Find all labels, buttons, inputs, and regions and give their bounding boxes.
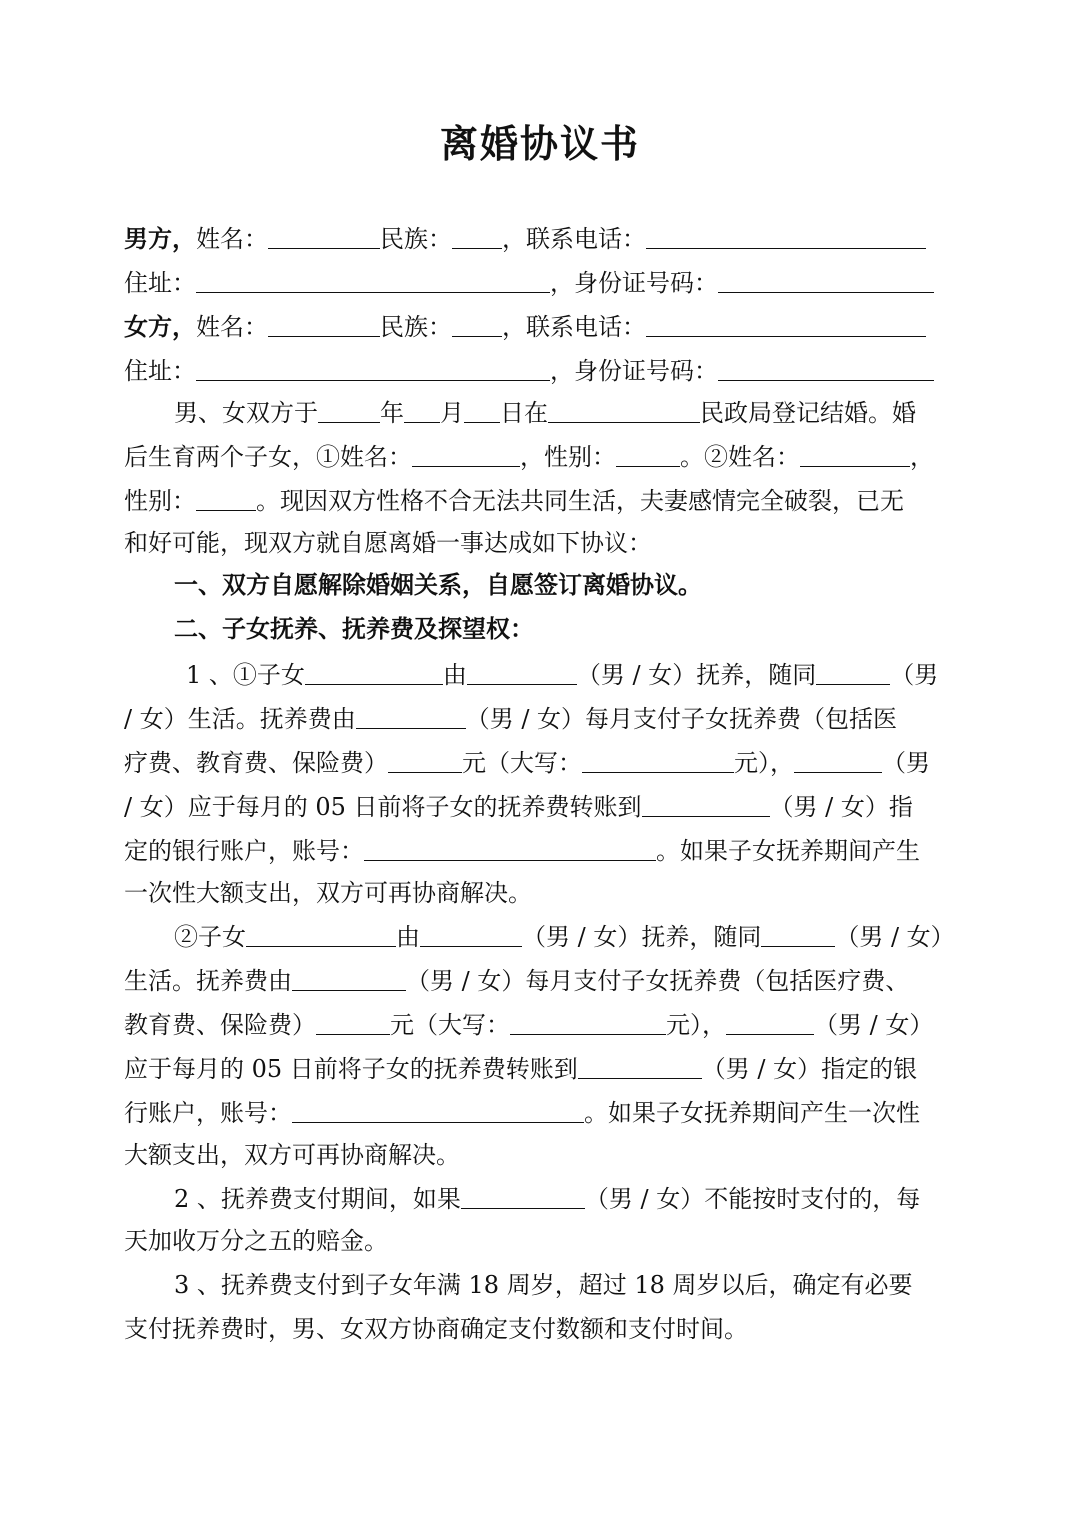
text-segment: 男方， [124,224,196,253]
text-segment: 住址： [124,269,196,297]
text-segment: 民族： [380,225,452,253]
text-segment: 天加收万分之五的赔金。 [124,1227,388,1255]
text-segment: 应于每月的 05 日前将子女的抚养费转账到 [124,1055,578,1083]
text-segment: / 女）应于每月的 05 日前将子女的抚养费转账到 [124,793,642,821]
fill-in-blank [318,398,380,423]
fill-in-blank [412,442,520,467]
fill-in-blank [316,1010,390,1035]
child-2-line-6 [124,1140,460,1170]
child-2-line-2 [124,964,909,996]
fill-in-blank [196,356,550,381]
text-segment: 元）， [734,749,794,777]
fill-in-blank [510,1010,666,1035]
text-segment: 定的银行账户，账号： [124,837,364,865]
text-segment: 二、子女抚养、抚养费及探望权： [174,614,534,643]
fill-in-blank [816,660,890,685]
fill-in-blank [404,398,440,423]
child-2-line-4 [124,1052,917,1084]
item-2-line-1 [174,1182,920,1214]
text-segment: 元（大写： [462,749,582,777]
fill-in-blank [268,224,380,249]
text-segment: 元）， [666,1011,726,1039]
text-segment: 男、女双方于 [174,399,318,427]
child-2-line-5 [124,1096,920,1128]
text-segment: 月 [440,399,464,427]
fill-in-blank [356,704,466,729]
document-title: 离婚协议书 [439,121,640,166]
text-segment: 姓名： [196,225,268,253]
text-segment: 。②姓名： [680,443,800,471]
fill-in-blank [800,442,910,467]
text-segment: 1 、①子女 [186,661,305,689]
text-segment: 姓名： [196,313,268,341]
text-segment: 3 、抚养费支付到子女年满 18 周岁，超过 18 周岁以后，确定有必要 [174,1271,913,1299]
text-segment: 民政局登记结婚。婚 [700,399,916,427]
marriage-intro-line-3 [124,484,904,516]
text-segment: （男 / 女）指 [769,793,913,821]
text-segment: ②子女 [174,923,246,951]
text-segment: 元（大写： [390,1011,510,1039]
text-segment: 疗费、教育费、保险费） [124,749,388,777]
text-segment: （男 [890,661,939,689]
text-segment: 行账户，账号： [124,1099,292,1127]
fill-in-blank [452,312,502,337]
child-1-line-2 [124,702,897,734]
fill-in-blank [292,966,406,991]
fill-in-blank [452,224,502,249]
text-segment: / 女）生活。抚养费由 [124,705,356,733]
text-segment: 。如果子女抚养期间产生一次性 [584,1099,920,1127]
text-segment: 教育费、保险费） [124,1011,316,1039]
fill-in-blank [461,1184,585,1209]
text-segment: 住址： [124,357,196,385]
fill-in-blank [467,660,577,685]
item-2-line-2 [124,1226,388,1256]
item-3-line-2 [124,1314,748,1344]
text-segment: （男 / 女）抚养，随同 [576,661,817,689]
text-segment: ，联系电话： [502,225,646,253]
child-1-line-4 [124,790,913,822]
fill-in-blank [196,268,550,293]
text-segment: 2 、抚养费支付期间，如果 [174,1185,461,1213]
fill-in-blank [246,922,396,947]
clause-2-heading [174,614,534,644]
text-segment: 性别： [124,487,196,515]
fill-in-blank [582,748,734,773]
fill-in-blank [726,1010,814,1035]
text-segment: 日在 [500,399,548,427]
text-segment: （男 / 女） [835,923,955,951]
male-address-line [124,266,934,298]
text-segment: ，身份证号码： [550,357,718,385]
text-segment: ，联系电话： [502,313,646,341]
child-1-line-5 [124,834,920,866]
child-2-line-1 [174,920,955,952]
fill-in-blank [718,356,934,381]
fill-in-blank [305,660,443,685]
fill-in-blank [578,1054,702,1079]
fill-in-blank [548,398,700,423]
fill-in-blank [292,1098,584,1123]
text-segment: 女方， [124,312,196,341]
marriage-intro-line-2 [124,440,934,472]
text-segment: 支付抚养费时，男、女双方协商确定支付数额和支付时间。 [124,1315,748,1343]
fill-in-blank [464,398,500,423]
fill-in-blank [646,312,926,337]
text-segment: ，身份证号码： [550,269,718,297]
child-1-line-3 [124,746,930,778]
text-segment: （男 / 女）抚养，随同 [522,923,762,951]
female-address-line [124,354,934,386]
child-1-line-6 [124,878,532,908]
child-1-line-1 [186,658,938,690]
clause-1-heading [174,570,702,600]
fill-in-blank [268,312,380,337]
text-segment: 民族： [380,313,452,341]
fill-in-blank [646,224,926,249]
child-2-line-3 [124,1008,933,1040]
text-segment: 大额支出，双方可再协商解决。 [124,1141,460,1169]
text-segment: ， [910,443,934,471]
text-segment: （男 / 女）不能按时支付的，每 [584,1185,921,1213]
item-3-line-1 [174,1270,913,1300]
text-segment: （男 [882,749,930,777]
text-segment: 年 [380,399,404,427]
text-segment: 一次性大额支出，双方可再协商解决。 [124,879,532,907]
male-info-line [124,222,926,254]
text-segment: 后生育两个子女，①姓名： [124,443,412,471]
text-segment: （男 / 女）每月支付子女抚养费（包括医疗费、 [406,967,910,995]
fill-in-blank [761,922,835,947]
text-segment: 和好可能，现双方就自愿离婚一事达成如下协议： [124,529,652,557]
fill-in-blank [794,748,882,773]
fill-in-blank [388,748,462,773]
text-segment: 由 [396,923,420,951]
female-info-line [124,310,926,342]
fill-in-blank [642,792,770,817]
marriage-intro-line-4 [124,528,652,558]
text-segment: 生活。抚养费由 [124,967,292,995]
text-segment: 。现因双方性格不合无法共同生活，夫妻感情完全破裂，已无 [256,487,904,515]
text-segment: 一、双方自愿解除婚姻关系，自愿签订离婚协议。 [174,570,702,599]
fill-in-blank [364,836,656,861]
marriage-intro-line-1 [174,396,916,428]
text-segment: ，性别： [520,443,616,471]
fill-in-blank [718,268,934,293]
text-segment: （男 / 女） [814,1011,934,1039]
text-segment: 。如果子女抚养期间产生 [656,837,920,865]
text-segment: （男 / 女）每月支付子女抚养费（包括医 [465,705,898,733]
text-segment: （男 / 女）指定的银 [701,1055,918,1083]
fill-in-blank [196,486,256,511]
text-segment: 由 [442,661,467,689]
fill-in-blank [420,922,522,947]
fill-in-blank [616,442,680,467]
